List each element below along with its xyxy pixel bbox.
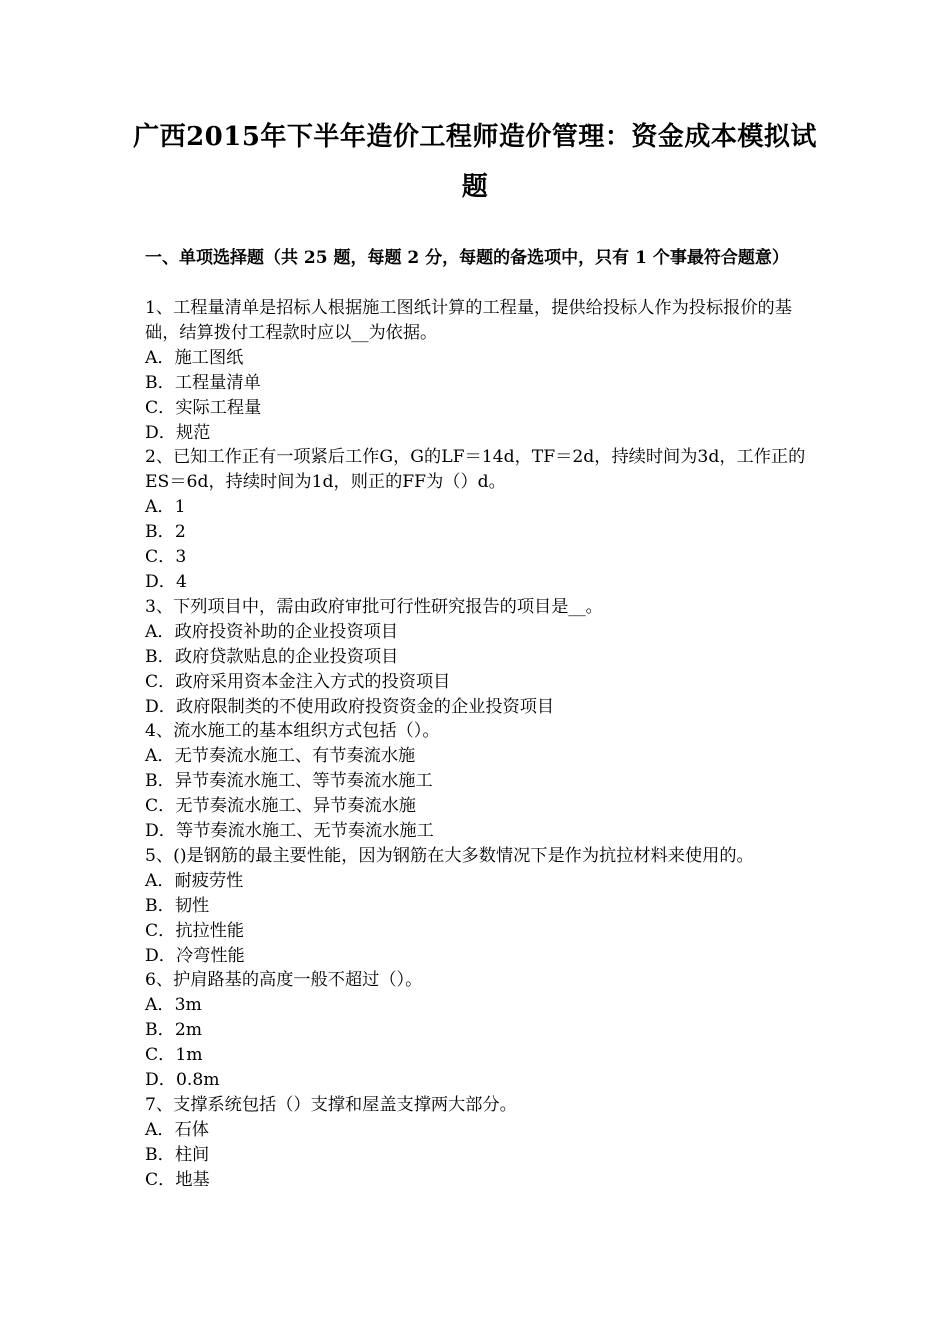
question-6-option-c: C．1m (145, 1045, 203, 1066)
question-5-option-d: D．冷弯性能 (145, 945, 245, 966)
question-2-option-b: B．2 (145, 522, 186, 543)
question-6-option-b: B．2m (145, 1020, 203, 1041)
section-heading: 一、单项选择题（共 25 题，每题 2 分，每题的备选项中，只有 1 个事最符合题意） (145, 248, 789, 268)
document-title: 广西2015年下半年造价工程师造价管理：资金成本模拟试题 (133, 122, 817, 202)
question-4-text: 4、流水施工的基本组织方式包括（）。 (145, 721, 440, 742)
question-1-option-d: D．规范 (145, 422, 211, 443)
question-3-option-c: C．政府采用资本金注入方式的投资项目 (145, 671, 451, 692)
question-6-option-a: A．3m (145, 995, 202, 1016)
question-7-text: 7、支撑系统包括（）支撑和屋盖支撑两大部分。 (145, 1095, 517, 1115)
question-list (145, 296, 813, 1193)
question-3-text: 3、下列项目中，需由政府审批可行性研究报告的项目是__。 (145, 596, 603, 617)
question-1-option-c: C．实际工程量 (145, 397, 262, 418)
question-4-option-d: D．等节奏流水施工、无节奏流水施工 (145, 821, 434, 842)
question-2-text: 2、已知工作正有一项紧后工作G，G的LF＝14d，TF＝2d，持续时间为3d，工作正的ES＝6d，持续时间为1d，则正的FF为（）d。 (145, 447, 806, 493)
question-7-option-a: A．石体 (145, 1119, 209, 1140)
question-5-option-c: C．抗拉性能 (145, 920, 245, 941)
question-4-option-b: B．异节奏流水施工、等节奏流水施工 (145, 771, 433, 792)
question-2-option-a: A．1 (145, 497, 186, 518)
question-2-option-d: D．4 (145, 571, 187, 592)
question-1-text: 1、工程量清单是招标人根据施工图纸计算的工程量，提供给投标人作为投标报价的基础，结算拨付工程款时应以__为依据。 (145, 298, 792, 343)
question-6-text: 6、护肩路基的高度一般不超过（）。 (145, 970, 423, 991)
question-5-option-a: A．耐疲劳性 (145, 870, 244, 891)
question-4-option-a: A．无节奏流水施工、有节奏流水施 (145, 746, 416, 767)
question-7-option-b: B．柱间 (145, 1144, 210, 1165)
question-1-option-b: B．工程量清单 (145, 372, 261, 393)
question-6-option-d: D．0.8m (145, 1070, 220, 1091)
question-5-option-b: B．韧性 (145, 895, 210, 916)
question-3-option-b: B．政府贷款贴息的企业投资项目 (145, 646, 399, 667)
question-4-option-c: C．无节奏流水施工、异节奏流水施 (145, 796, 416, 817)
question-1-option-a: A．施工图纸 (145, 347, 244, 368)
question-5-text: 5、()是钢筋的最主要性能，因为钢筋在大多数情况下是作为抗拉材料来使用的。 (145, 845, 754, 866)
question-7-option-c: C．地基 (145, 1169, 210, 1190)
question-2-option-c: C．3 (145, 547, 187, 568)
question-3-option-d: D．政府限制类的不使用政府投资资金的企业投资项目 (145, 696, 555, 717)
question-3-option-a: A．政府投资补助的企业投资项目 (145, 621, 399, 642)
